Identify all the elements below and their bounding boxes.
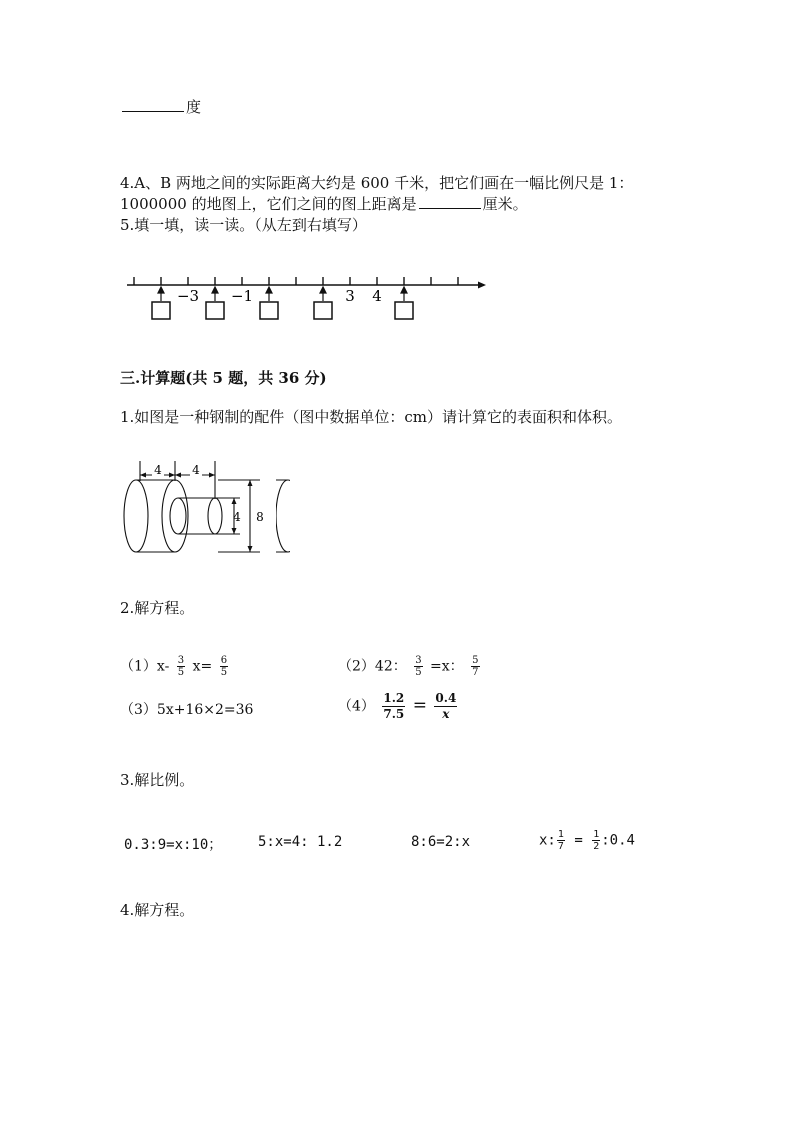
denominator: 7	[472, 667, 479, 678]
equation-4	[338, 691, 460, 722]
outer-cylinder-right-face	[276, 480, 290, 552]
number-line-label-neg3: −3	[176, 287, 200, 305]
fraction	[220, 655, 228, 678]
proportion-2: 5:x=4: 1.2	[258, 834, 343, 850]
dim-outer-height: 8	[256, 510, 264, 524]
problem-1-text: 1.如图是一种钢制的配件（图中数据单位：cm）请计算它的表面积和体积。	[120, 408, 622, 426]
fraction	[382, 691, 405, 722]
equation-1-pre: x-	[156, 658, 170, 675]
denominator: 5	[177, 667, 185, 678]
fraction	[592, 829, 600, 852]
number-line-label-4: 4	[372, 287, 382, 305]
prev-question-answer-line	[120, 96, 201, 117]
equation-3-label: （3）	[120, 702, 157, 718]
equation-1-mid: x=	[192, 658, 213, 675]
denominator: x	[442, 707, 450, 721]
numerator: 0.4	[435, 691, 457, 705]
answer-box-3	[260, 302, 278, 319]
equation-4-label: （4）	[338, 698, 375, 715]
fraction	[414, 655, 422, 678]
numerator: 1.2	[383, 691, 405, 705]
equation-3-body: 5x+16×2=36	[156, 702, 254, 718]
number-line-ticks	[134, 277, 458, 285]
numerator: 1	[557, 829, 564, 840]
steel-part-figure	[110, 455, 290, 565]
equation-2	[338, 655, 483, 678]
denominator: 5	[220, 667, 228, 678]
equals-sign: =	[412, 695, 427, 716]
fraction	[177, 655, 185, 678]
fraction	[471, 655, 479, 678]
answer-box-1	[152, 302, 170, 319]
problem-3-text: 3.解比例。	[120, 771, 195, 789]
numerator: 3	[415, 655, 422, 666]
number-line-figure	[0, 265, 794, 325]
question-4-line-2	[120, 193, 528, 214]
equation-1-label: （1）	[120, 658, 157, 675]
equation-3	[120, 699, 253, 719]
question-4-text-before-blank: 1000000 的地图上，它们之间的图上距离是	[120, 195, 417, 213]
answer-box-2	[206, 302, 224, 319]
equation-1	[120, 655, 231, 678]
number-line-arrowhead	[478, 282, 486, 289]
numerator: 5	[472, 655, 479, 666]
equation-2-label: （2）	[338, 658, 375, 675]
equals-sign: =	[565, 832, 592, 849]
numerator: 1	[593, 829, 600, 840]
problem-4-text: 4.解方程。	[120, 901, 195, 919]
number-line-label-neg1: −1	[230, 287, 254, 305]
dim-inner-height: 4	[233, 510, 241, 524]
answer-blank	[419, 207, 481, 209]
proportion-4-pre: x:	[539, 832, 556, 849]
equation-2-mid: =x：	[430, 658, 464, 675]
equation-2-pre: 42：	[374, 658, 407, 675]
denominator: 7	[557, 841, 564, 852]
dim-right-width: 4	[192, 463, 200, 477]
denominator: 2	[593, 841, 600, 852]
proportion-4	[539, 829, 635, 852]
problem-2-text: 2.解方程。	[120, 599, 195, 617]
answer-box-4	[314, 302, 332, 319]
outer-cylinder-left-face	[124, 480, 148, 552]
section-3-title: 三.计算题(共 5 题，共 36 分)	[120, 369, 327, 387]
proportion-4-post: :0.4	[601, 832, 635, 849]
answer-blank	[122, 110, 184, 112]
question-4-text-after-blank: 厘米。	[482, 195, 528, 213]
number-line-label-3: 3	[345, 287, 355, 305]
question-4-line-1: 4.A、B 两地之间的实际距离大约是 600 千米，把它们画在一幅比例尺是 1：	[120, 174, 634, 192]
prev-question-tail: 度	[186, 98, 202, 116]
numerator: 3	[177, 655, 185, 666]
proportion-1: 0.3:9=x:10；	[124, 837, 223, 853]
dim-left-width: 4	[154, 463, 162, 477]
denominator: 7.5	[383, 707, 405, 721]
fraction	[434, 691, 457, 722]
question-5-text: 5.填一填，读一读。（从左到右填写）	[120, 216, 367, 234]
proportion-3: 8:6=2:x	[411, 834, 471, 850]
numerator: 6	[220, 655, 228, 666]
answer-box-5	[395, 302, 413, 319]
fraction	[557, 829, 565, 852]
denominator: 5	[415, 667, 422, 678]
